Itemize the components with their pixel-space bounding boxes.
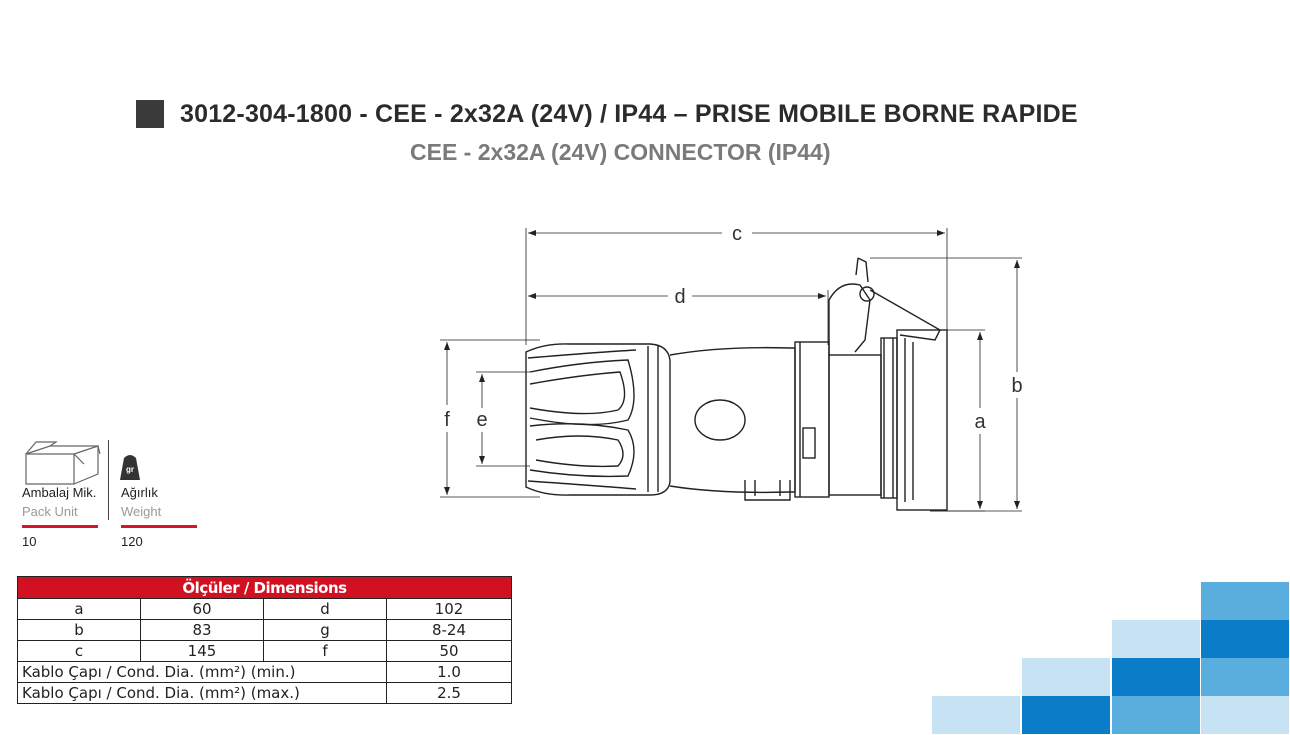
table-cell: 60 (141, 599, 264, 620)
table-cell: b (18, 620, 141, 641)
table-cell: 1.0 (387, 662, 512, 683)
info-divider (108, 440, 109, 520)
dim-label-d: d (674, 286, 686, 308)
weight-icon (118, 452, 142, 482)
table-cell: 2.5 (387, 683, 512, 704)
pack-unit-underline (22, 525, 98, 528)
pack-unit-value: 10 (22, 534, 37, 549)
title-bullet (136, 100, 164, 128)
table-row (18, 662, 512, 683)
table-cell: g (264, 620, 387, 641)
weight-value: 120 (121, 534, 143, 549)
dim-label-f: f (444, 409, 450, 431)
table-cell: 145 (141, 641, 264, 662)
pack-unit-label-tr: Ambalaj Mik. (22, 485, 97, 500)
pack-unit-label-en: Pack Unit (22, 504, 78, 519)
table-cell: 8-24 (387, 620, 512, 641)
table-cell: f (264, 641, 387, 662)
dimensions-table (17, 576, 512, 704)
weight-label-tr: Ağırlık (121, 485, 158, 500)
dim-label-c: c (732, 223, 742, 245)
page-title: 3012-304-1800 - CEE - 2x32A (24V) / IP44 – PRISE MOBILE BORNE RAPIDE (180, 100, 1078, 128)
dim-label-e: e (476, 409, 488, 431)
table-row (18, 599, 512, 620)
table-row (18, 620, 512, 641)
box-icon (22, 440, 102, 486)
table-cell: d (264, 599, 387, 620)
table-cell: Kablo Çapı / Cond. Dia. (mm²) (min.) (18, 662, 387, 683)
table-cell: 50 (387, 641, 512, 662)
dim-label-a: a (974, 411, 986, 433)
page-subtitle: CEE - 2x32A (24V) CONNECTOR (IP44) (410, 139, 831, 165)
table-cell: c (18, 641, 141, 662)
svg-text:gr: gr (126, 465, 134, 474)
table-cell: 83 (141, 620, 264, 641)
dim-label-b: b (1011, 375, 1023, 397)
weight-underline (121, 525, 197, 528)
table-cell: Kablo Çapı / Cond. Dia. (mm²) (max.) (18, 683, 387, 704)
table-cell: 102 (387, 599, 512, 620)
connector-technical-drawing (420, 210, 1060, 520)
weight-label-en: Weight (121, 504, 162, 519)
table-cell: a (18, 599, 141, 620)
table-row (18, 641, 512, 662)
dimensions-table-header: Ölçüler / Dimensions (18, 577, 512, 599)
table-row (18, 683, 512, 704)
